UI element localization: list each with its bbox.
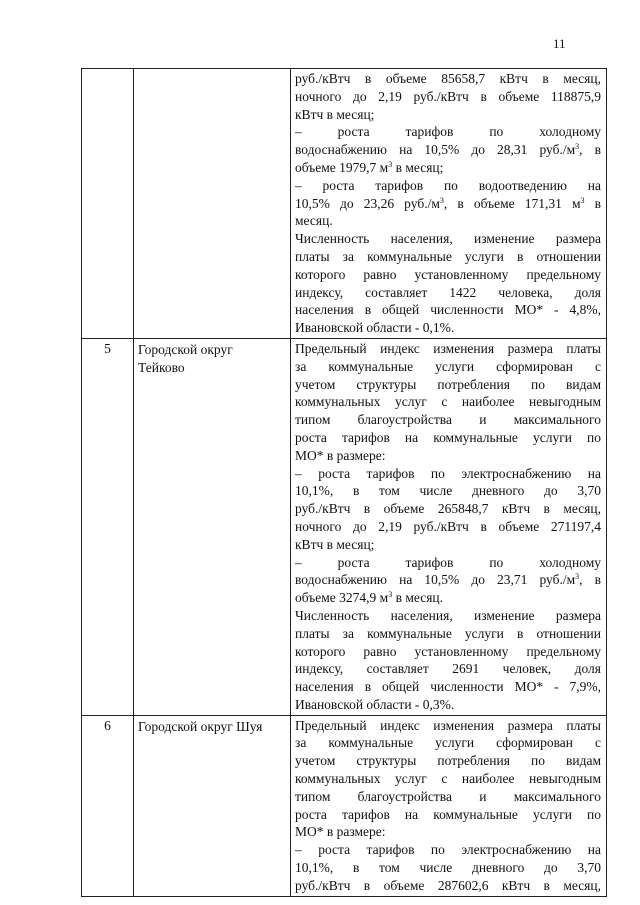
description-line: Ивановской области - 0,1%. — [295, 320, 455, 336]
description-line: учетом структуры потребления по видам — [295, 753, 601, 769]
description-line: за коммунальные услуги сформирован с — [295, 358, 601, 374]
description-line: 10,1%, в том числе дневного до 3,70 — [295, 860, 601, 876]
municipality-name — [134, 338, 291, 715]
description-line: – роста тарифов по электроснабжению на — [295, 465, 601, 481]
description-line: МО* в размере: — [295, 824, 386, 840]
municipality-name-line: Городской округ Шуя — [138, 718, 263, 734]
description-line: индексу, составляет 1422 человека, доля — [295, 284, 601, 300]
row-number — [82, 69, 134, 339]
description-line: за коммунальные услуги сформирован с — [295, 735, 601, 751]
description-line: Численность населения, изменение размера — [295, 607, 601, 623]
municipality-name — [134, 715, 291, 896]
description-line: типом благоустройства и максимального — [295, 412, 601, 428]
description-line: Численность населения, изменение размера — [295, 231, 601, 247]
description-line: которого равно установленному предельному — [295, 266, 601, 282]
description-line: 10,1%, в том числе дневного до 3,70 — [295, 483, 601, 499]
description-line: – роста тарифов по холодному — [295, 124, 601, 140]
description-line: 10,5% до 23,26 $руб./м^3$, в объеме 171,31 $м^3$ в — [295, 195, 601, 211]
description-line: ночного до 2,19 руб./кВтч в объеме 271197,4 — [295, 518, 601, 534]
description-line: платы за коммунальные услуги в отношении — [295, 625, 601, 641]
description-line: руб./кВтч в объеме 287602,6 кВтч в месяц, — [295, 877, 601, 893]
description-line: платы за коммунальные услуги в отношении — [295, 248, 601, 264]
page-number: 11 — [553, 36, 566, 51]
description-line: роста тарифов на коммунальные услуги по — [295, 429, 601, 445]
description-line: населения в общей численности МО* - 4,8%, — [295, 302, 601, 318]
table-row — [82, 69, 607, 339]
description-line: индексу, составляет 2691 человек, доля — [295, 661, 601, 677]
index-description — [291, 338, 607, 715]
description-line: – роста тарифов по водоотведению на — [295, 177, 601, 193]
description-line: руб./кВтч в объеме 85658,7 кВтч в месяц, — [295, 71, 601, 86]
index-description — [291, 715, 607, 896]
municipality-name-line: Городской округ — [138, 341, 233, 357]
description-line: коммунальных услуг с наиболее невыгодным — [295, 394, 601, 410]
index-description — [291, 69, 607, 339]
table-body — [82, 69, 607, 897]
description-line: роста тарифов на коммунальные услуги по — [295, 806, 601, 822]
description-line: Ивановской области - 0,3%. — [295, 696, 455, 712]
tariff-table — [81, 68, 607, 897]
description-line: – роста тарифов по холодному — [295, 554, 601, 570]
description-line: кВтч в месяц; — [295, 536, 375, 552]
description-line: коммунальных услуг с наиболее невыгодным — [295, 771, 601, 787]
description-line: Предельный индекс изменения размера платы — [295, 340, 601, 356]
row-number: 6 — [82, 715, 134, 896]
row-number: 5 — [82, 338, 134, 715]
description-line: которого равно установленному предельному — [295, 643, 601, 659]
description-line: месяц. — [295, 213, 333, 229]
description-line: Предельный индекс изменения размера платы — [295, 717, 601, 733]
description-line: МО* в размере: — [295, 447, 386, 463]
description-line: учетом структуры потребления по видам — [295, 376, 601, 392]
description-line: водоснабжению на 10,5% до 28,31 $руб./м^3$, в — [295, 142, 601, 158]
description-line: населения в общей численности МО* - 7,9%, — [295, 679, 601, 695]
municipality-name — [134, 69, 291, 339]
table-row — [82, 715, 607, 896]
description-line: объеме 1979,7 $м^3$ в месяц; — [295, 159, 444, 175]
description-line: – роста тарифов по электроснабжению на — [295, 842, 601, 858]
description-line: объеме 3274,9 $м^3$ в месяц. — [295, 590, 444, 606]
description-line: кВтч в месяц; — [295, 106, 375, 122]
description-line: типом благоустройства и максимального — [295, 788, 601, 804]
description-line: руб./кВтч в объеме 265848,7 кВтч в месяц, — [295, 501, 601, 517]
description-line: водоснабжению на 10,5% до 23,71 $руб./м^3$, в — [295, 572, 601, 588]
municipality-name-line: Тейково — [138, 359, 185, 375]
table-row — [82, 338, 607, 715]
description-line: ночного до 2,19 руб./кВтч в объеме 118875,9 — [295, 88, 601, 104]
